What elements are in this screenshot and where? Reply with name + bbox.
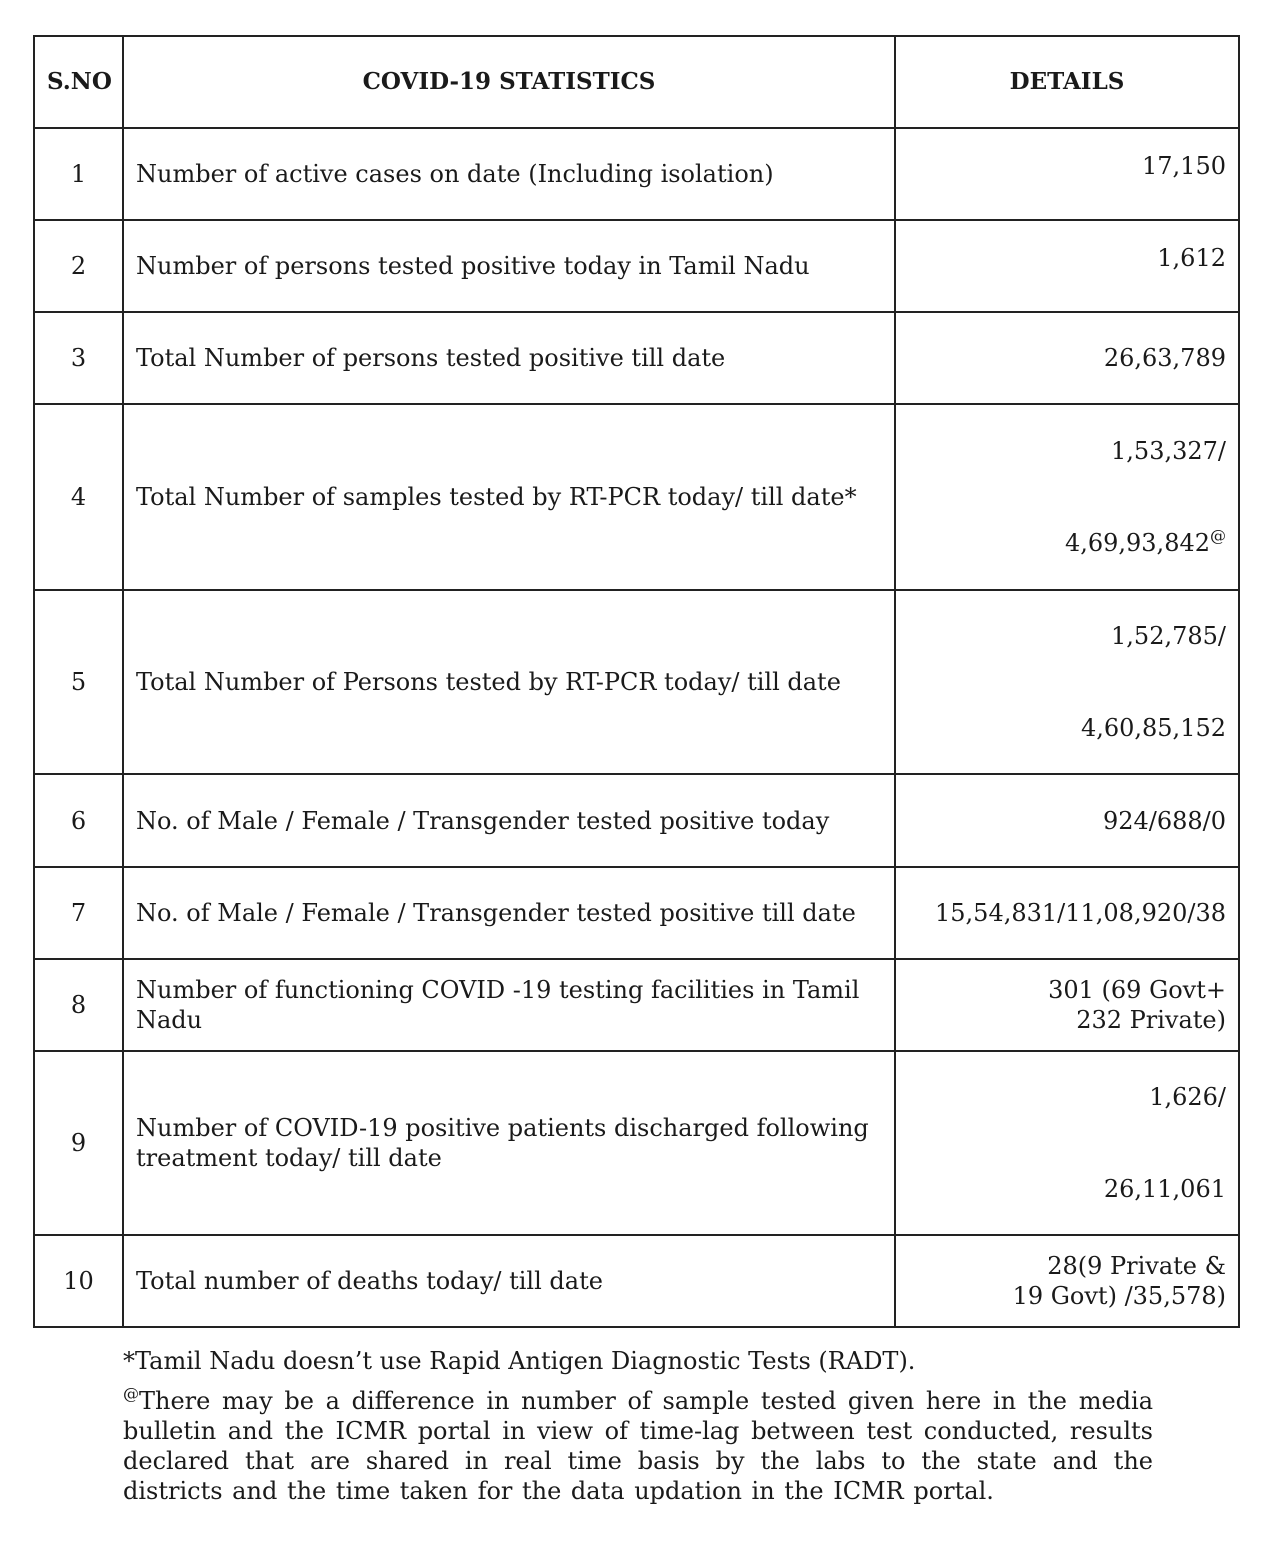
table-row [34, 312, 1239, 404]
footnote-radt: *Tamil Nadu doesn’t use Rapid Antigen Diagnostic Tests (RADT). [123, 1347, 916, 1375]
row-sno: 1 [34, 128, 123, 220]
value-line: 232 Private) [1076, 1006, 1226, 1034]
value-line: 19 Govt) /35,578) [1012, 1282, 1226, 1310]
value-today: 1,626/ [1149, 1083, 1226, 1111]
row-sno: 6 [34, 774, 123, 867]
row-sno: 7 [34, 867, 123, 959]
row-value [895, 1051, 1239, 1235]
value-line: 28(9 Private & [1047, 1252, 1226, 1280]
table-row [34, 220, 1239, 312]
row-sno: 3 [34, 312, 123, 404]
value-till-date: 4,69,93,842@ [1064, 526, 1226, 557]
row-sno: 4 [34, 404, 123, 590]
row-statistic: Total Number of persons tested positive till date [123, 312, 895, 404]
row-value: 15,54,831/11,08,920/38 [895, 867, 1239, 959]
table-row [34, 590, 1239, 774]
row-statistic: Total number of deaths today/ till date [123, 1235, 895, 1327]
row-statistic: Number of COVID-19 positive patients discharged following treatment today/ till date [123, 1051, 895, 1235]
row-statistic: Total Number of samples tested by RT-PCR today/ till date* [123, 404, 895, 590]
row-statistic: Total Number of Persons tested by RT-PCR today/ till date [123, 590, 895, 774]
row-sno: 2 [34, 220, 123, 312]
table-row [34, 959, 1239, 1051]
at-marker: @ [123, 1384, 139, 1403]
row-statistic: No. of Male / Female / Transgender tested positive till date [123, 867, 895, 959]
value-line: 301 (69 Govt+ [1048, 976, 1226, 1004]
table-row [34, 404, 1239, 590]
header-row [34, 36, 1239, 128]
table-row [34, 1235, 1239, 1327]
row-value: 26,63,789 [895, 312, 1239, 404]
value-till-date: 4,60,85,152 [1080, 714, 1226, 742]
row-value: 1,612 [895, 220, 1239, 312]
table-row [34, 1051, 1239, 1235]
row-statistic: No. of Male / Female / Transgender tested positive today [123, 774, 895, 867]
value-today: 1,53,327/ [1111, 437, 1226, 465]
row-value [895, 404, 1239, 590]
covid-statistics-table [33, 35, 1240, 1328]
footnotes [123, 1346, 1153, 1516]
table-row [34, 774, 1239, 867]
header-sno: S.NO [34, 36, 123, 128]
row-statistic: Number of functioning COVID -19 testing facilities in Tamil Nadu [123, 959, 895, 1051]
row-value [895, 590, 1239, 774]
row-sno: 5 [34, 590, 123, 774]
row-value [895, 1235, 1239, 1327]
table-row [34, 867, 1239, 959]
at-marker: @ [1210, 526, 1226, 545]
header-statistics: COVID-19 STATISTICS [123, 36, 895, 128]
row-value [895, 959, 1239, 1051]
value-till-date: 26,11,061 [1103, 1175, 1226, 1203]
row-statistic: Number of active cases on date (Including isolation) [123, 128, 895, 220]
row-sno: 9 [34, 1051, 123, 1235]
table-row [34, 128, 1239, 220]
row-sno: 10 [34, 1235, 123, 1327]
value-today: 1,52,785/ [1111, 622, 1226, 650]
row-value: 17,150 [895, 128, 1239, 220]
row-statistic: Number of persons tested positive today in Tamil Nadu [123, 220, 895, 312]
row-value: 924/688/0 [895, 774, 1239, 867]
header-details: DETAILS [895, 36, 1239, 128]
row-sno: 8 [34, 959, 123, 1051]
footnote-icmr-difference: @There may be a difference in number of sample tested given here in the media bulletin and the ICMR portal in view of time-lag between test conducted, results declared that are shared in real time basis by the labs to the state and the districts and the time taken for the data updation in the ICMR portal. [123, 1384, 1153, 1505]
